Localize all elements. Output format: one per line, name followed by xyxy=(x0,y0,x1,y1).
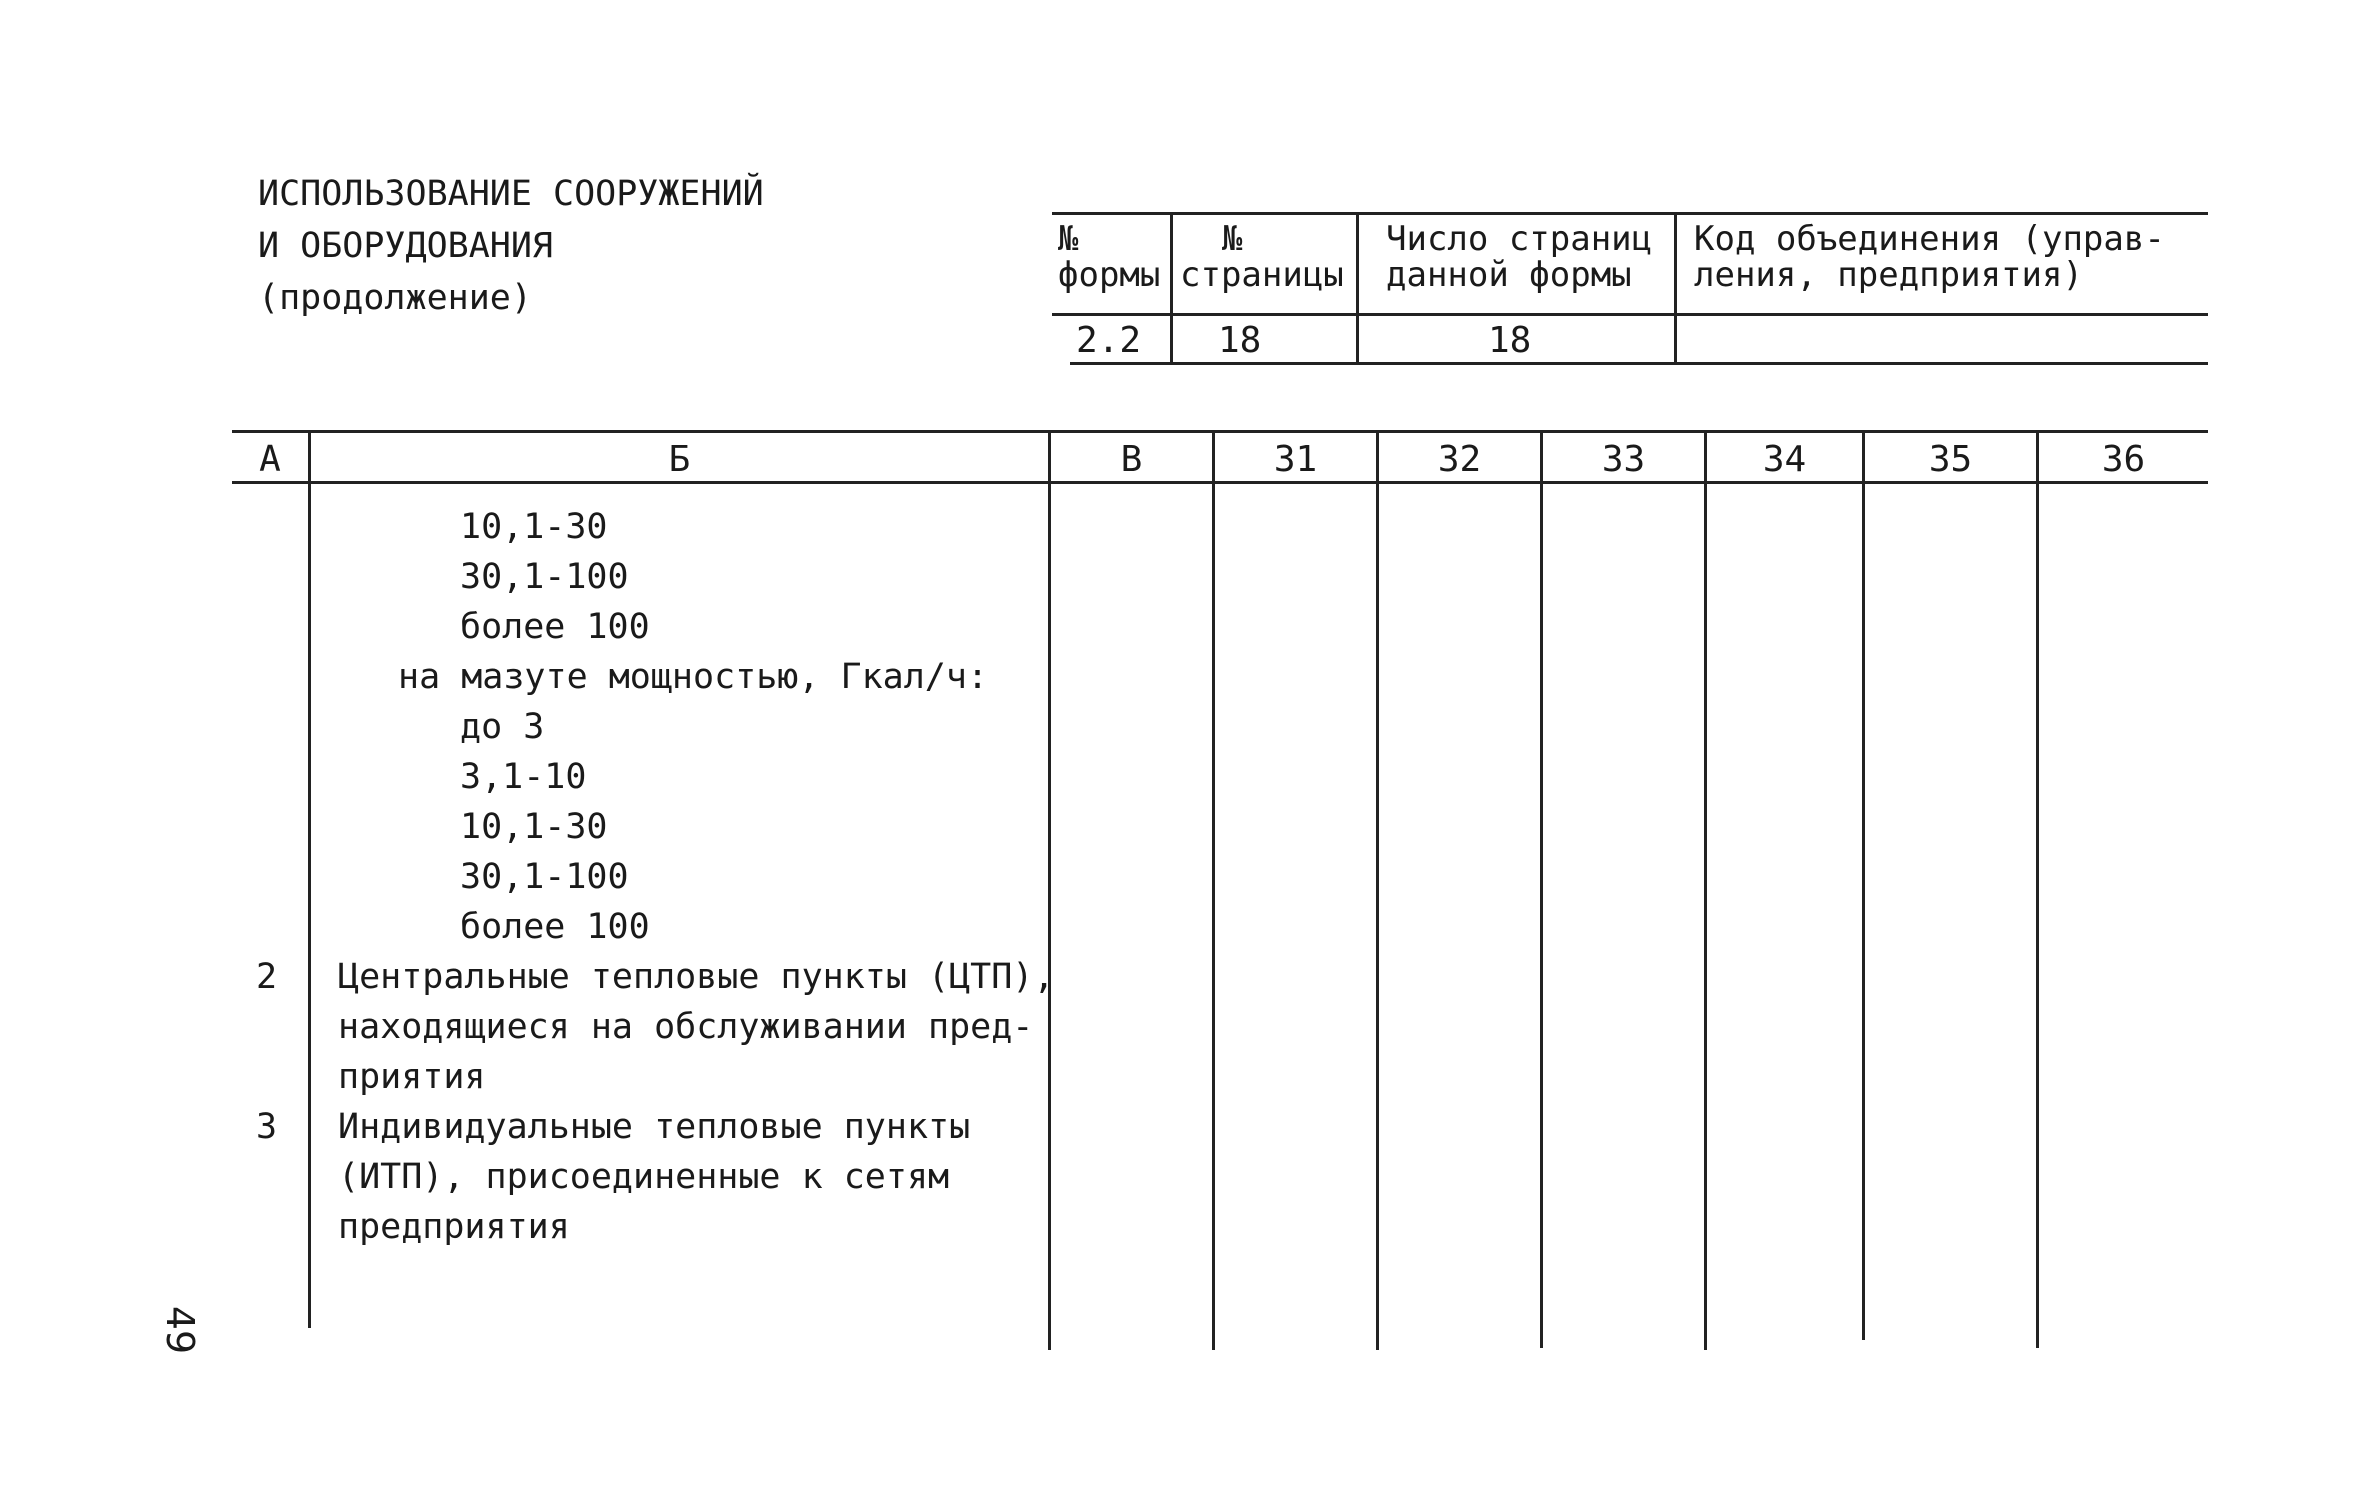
col-divider-34 xyxy=(1862,430,1865,1340)
org-code-label-2: ления, предприятия) xyxy=(1694,255,2083,295)
col-header-a: А xyxy=(259,439,281,480)
title-line-1: ИСПОЛЬЗОВАНИЕ СООРУЖЕНИЙ xyxy=(258,174,764,214)
col-header-35: 35 xyxy=(1928,439,1973,480)
col-header-36: 36 xyxy=(2101,439,2146,480)
form-header-divider-1 xyxy=(1170,212,1173,365)
table-top-rule xyxy=(232,430,2208,433)
col-header-31: 31 xyxy=(1273,439,1318,480)
page-count-label-1: Число страниц xyxy=(1386,219,1653,259)
row-number-3: 3 xyxy=(256,1107,278,1147)
org-code-label-1: Код объединения (управ- xyxy=(1694,219,2165,259)
table-row: предприятия xyxy=(338,1207,570,1247)
page-number-value: 18 xyxy=(1218,320,1262,361)
col-header-b: Б xyxy=(668,439,691,480)
col-divider-b xyxy=(1048,430,1051,1350)
table-row: 30,1-100 xyxy=(460,857,629,897)
title-line-3: (продолжение) xyxy=(258,278,532,318)
table-row: 3,1-10 xyxy=(460,757,587,797)
form-header-mid-rule xyxy=(1052,313,2208,316)
page-number-label-1: № xyxy=(1222,219,1243,259)
table-row: на мазуте мощностью, Гкал/ч: xyxy=(398,657,989,697)
table-row: более 100 xyxy=(460,907,650,947)
page-count-label-2: данной формы xyxy=(1386,255,1632,295)
col-header-34: 34 xyxy=(1762,439,1807,480)
form-header-divider-3 xyxy=(1674,212,1677,365)
col-header-33: 33 xyxy=(1601,439,1646,480)
table-row: Центральные тепловые пункты (ЦТП), xyxy=(338,957,1055,997)
col-divider-31 xyxy=(1376,430,1379,1350)
table-row: Индивидуальные тепловые пункты xyxy=(338,1107,971,1147)
page-number-label-2: страницы xyxy=(1180,255,1344,295)
col-header-32: 32 xyxy=(1437,439,1482,480)
col-divider-33 xyxy=(1704,430,1707,1350)
page-number: 49 xyxy=(158,1305,202,1355)
table-row: 10,1-30 xyxy=(460,507,608,547)
table-row: 30,1-100 xyxy=(460,557,629,597)
table-row: 10,1-30 xyxy=(460,807,608,847)
col-divider-35 xyxy=(2036,430,2039,1348)
form-number-label-2: формы xyxy=(1058,255,1161,295)
table-row: до 3 xyxy=(460,707,545,747)
form-header-divider-2 xyxy=(1356,212,1359,365)
page-count-value: 18 xyxy=(1488,320,1532,361)
form-number-label-1: № xyxy=(1058,219,1079,259)
col-divider-v xyxy=(1212,430,1215,1350)
table-row: (ИТП), присоединенные к сетям xyxy=(338,1157,950,1197)
table-row: находящиеся на обслуживании пред- xyxy=(338,1007,1034,1047)
col-header-v: В xyxy=(1120,439,1143,480)
row-number-2: 2 xyxy=(256,957,278,997)
form-number-value: 2.2 xyxy=(1076,320,1142,361)
col-divider-a xyxy=(308,430,311,1328)
col-divider-32 xyxy=(1540,430,1543,1348)
form-header-top-rule xyxy=(1052,212,2208,215)
table-row: более 100 xyxy=(460,607,650,647)
title-line-2: И ОБОРУДОВАНИЯ xyxy=(258,226,554,266)
table-row: приятия xyxy=(338,1057,486,1097)
document-title xyxy=(258,168,764,324)
